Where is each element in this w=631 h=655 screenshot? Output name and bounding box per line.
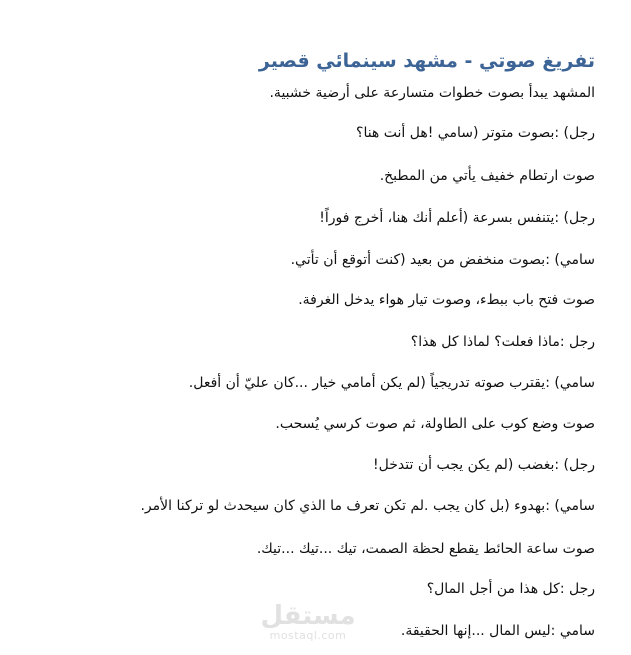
transcript-line-2: رجل) :بصوت متوتر (سامي !هل أنت هنا؟ — [356, 125, 595, 141]
transcript-line-13: رجل :كل هذا من أجل المال؟ — [426, 581, 595, 597]
transcript-line-9: صوت وضع كوب على الطاولة، ثم صوت كرسي يُسحب. — [275, 416, 595, 432]
transcript-line-5: سامي) :بصوت منخفض من بعيد (كنت أتوقع أن تأتي. — [290, 252, 595, 268]
mostaql-watermark — [258, 602, 358, 642]
transcript-line-1: المشهد يبدأ بصوت خطوات متسارعة على أرضية خشبية. — [269, 85, 595, 101]
transcript-line-4: رجل) :يتنفس بسرعة (أعلم أنك هنا، أخرج فوراً! — [319, 210, 595, 226]
document-title: تفريغ صوتي - مشهد سينمائي قصير — [258, 50, 595, 72]
watermark-site-text: mostaql.com — [269, 629, 347, 642]
transcript-line-6: صوت فتح باب ببطء، وصوت تيار هواء يدخل الغرفة. — [298, 292, 595, 308]
watermark-logo-text: مستقل — [260, 601, 356, 631]
transcript-line-10: رجل) :بغضب (لم يكن يجب أن تتدخل! — [373, 457, 595, 473]
transcript-line-3: صوت ارتطام خفيف يأتي من المطبخ. — [379, 168, 595, 184]
transcript-line-7: رجل :ماذا فعلت؟ لماذا كل هذا؟ — [410, 334, 595, 350]
transcript-line-11: سامي) :بهدوء (بل كان يجب .لم تكن تعرف ما الذي كان سيحدث لو تركنا الأمر. — [140, 498, 595, 514]
transcript-line-14: سامي :ليس المال ...إنها الحقيقة. — [400, 623, 595, 639]
transcript-line-12: صوت ساعة الحائط يقطع لحظة الصمت، تيك ...تيك ...تيك. — [256, 541, 595, 557]
transcript-line-8: سامي) :يقترب صوته تدريجياً (لم يكن أمامي خيار ...كان عليّ أن أفعل. — [188, 375, 595, 391]
